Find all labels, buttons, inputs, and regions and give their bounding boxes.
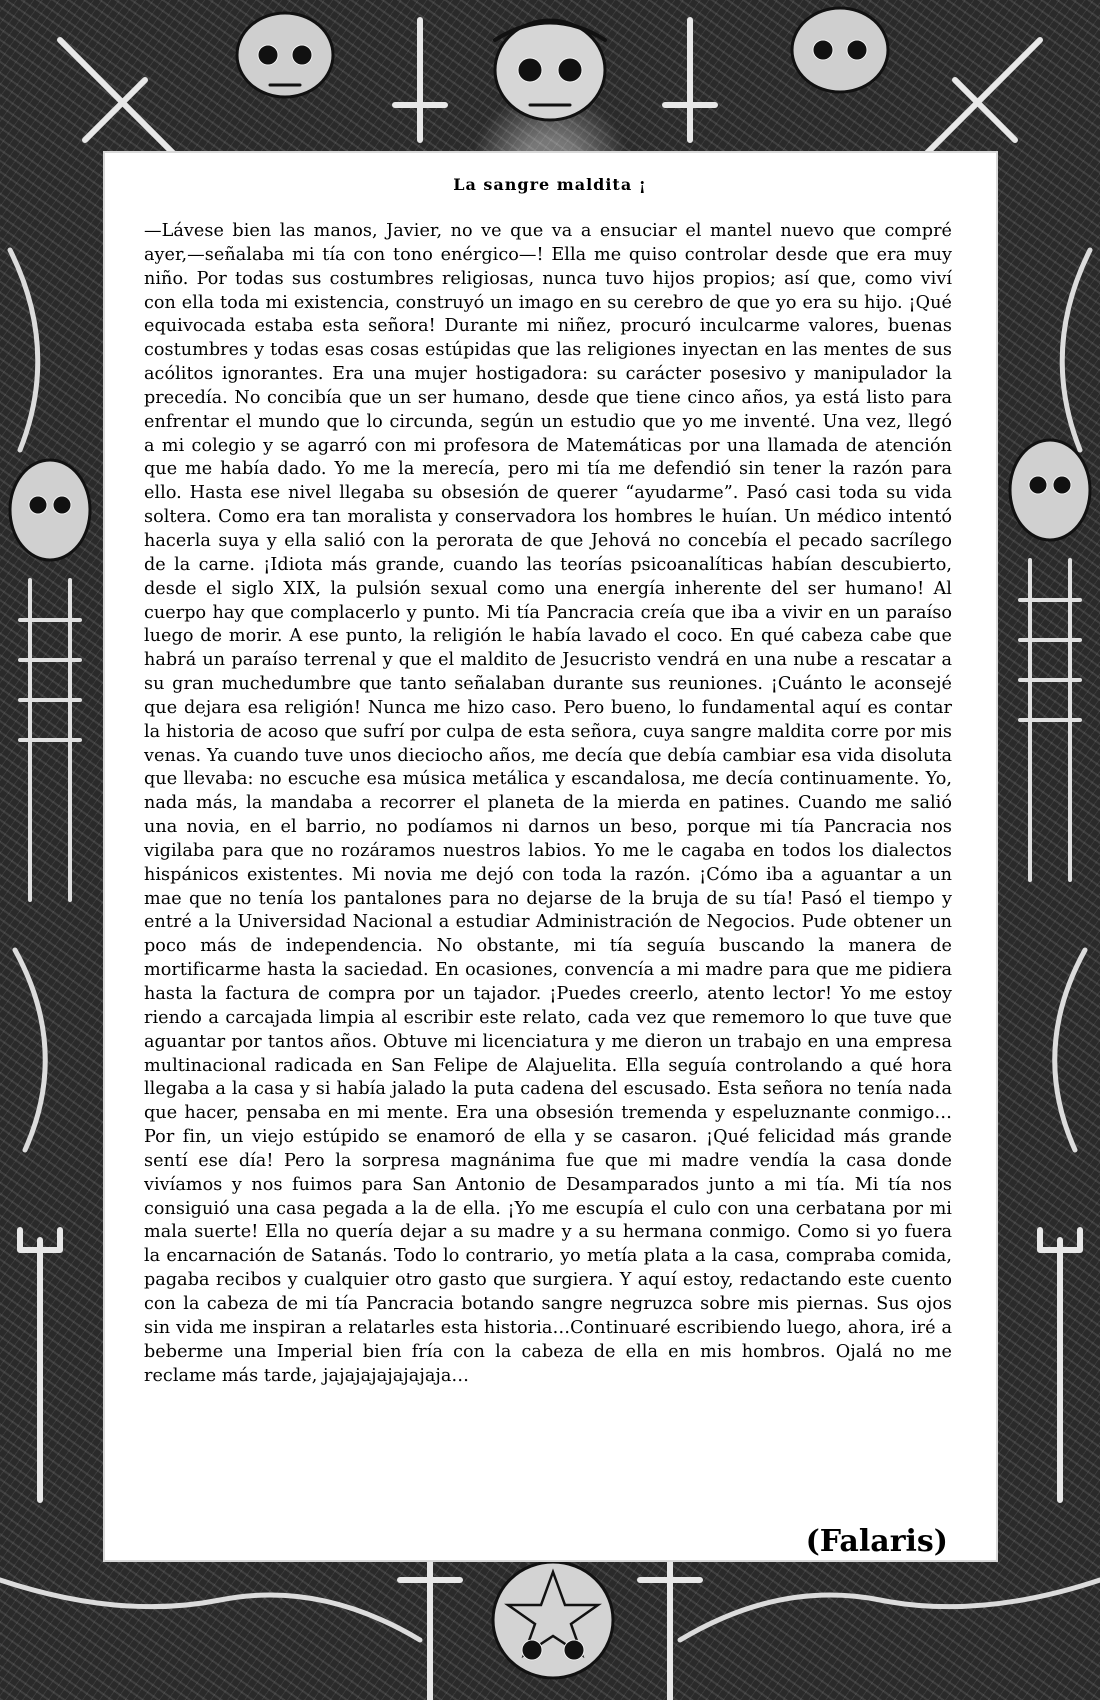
skeleton-icon: [1010, 440, 1090, 880]
pentagram-skull-icon: [493, 1562, 613, 1678]
story-title: La sangre maldita ¡: [453, 175, 647, 194]
skull-icon: [792, 8, 888, 92]
skull-icon: [237, 13, 333, 97]
skeleton-icon: [10, 460, 90, 900]
crown-of-thorns-skull-icon: [495, 20, 605, 120]
story-body: —Lávese bien las manos, Javier, no ve que va a ensuciar el mantel nuevo que compré ayer,—señalaba mi tía con tono enérgico—! Ella me quiso controlar desde que era muy niño. Por todas sus costumbres religiosas, nunca tuvo hijos propios; así que, como viví con ella toda mi existencia, construyó un imago en su cerebro de que yo era su hijo. ¡Qué equivocada estaba esta señora! Durante mi niñez, procuró inculcarme valores, buenas costumbres y todas esas cosas estúpidas que las religiones inyectan en las mentes de sus acólitos ignorantes. Era una mujer hostigadora: su carácter posesivo y manipulador la precedía. No concibía que un ser humano, desde que tiene cinco años, ya está listo para enfrentar el mundo que lo circunda, según un estudio que yo me inventé. Una vez, llegó a mi colegio y se agarró con mi profesora de Matemáticas por una llamada de atención que me había dado. Yo me la merecía, pero mi tía me defendió sin tener la razón para ello. Hasta ese nivel llegaba su obsesión de querer “ayudarme”. Pasó casi toda su vida soltera. Como era tan moralista y conservadora los hombres le huían. Un médico intentó hacerla suya y ella salió con la perorata de que Jehová no concebía el pecado sacrílego de la carne. ¡Idiota más grande, cuando las teorías psicoanalíticas habían descubierto, desde el siglo XIX, la pulsión sexual como una energía inherente del ser humano! Al cuerpo hay que complacerlo y punto. Mi tía Pancracia creía que iba a vivir en un paraíso luego de morir. A ese punto, la religión le había lavado el coco. En qué cabeza cabe que habrá un paraíso terrenal y que el maldito de Jesucristo vendrá en una nube a rescatar a su gran muchedumbre que tanto señalaban durante sus reuniones. ¡Cuánto le aconsejé que dejara esa religión! Nunca me hizo caso. Pero bueno, lo fundamental aquí es contar la historia de acoso que sufrí por culpa de esta señora, cuya sangre maldita corre por mis venas. Ya cuando tuve unos dieciocho años, me decía que debía cambiar esa vida disoluta que llevaba: no escuche esa música metálica y escandalosa, me decía continuamente. Yo, nada más, la mandaba a recorrer el planeta de la mierda en patines. Cuando me salió una novia, en el barrio, no podíamos ni darnos un beso, porque mi tía Pancracia nos vigilaba para que no rozáramos nuestros labios. Yo me le cagaba en todos los dialectos hispánicos existentes. Mi novia me dejó con toda la razón. ¡Cómo iba a aguantar a un mae que no tenía los pantalones para no dejarse de la bruja de su tía! Pasó el tiempo y entré a la Universidad Nacional a estudiar Administración de Negocios. Pude obtener un poco más de independencia. No obstante, mi tía seguía buscando la manera de mortificarme hasta la saciedad. En ocasiones, convencía a mi madre para que me pidiera hasta la factura de compra por un tajador. ¡Puedes creerlo, atento lector! Yo me estoy riendo a carcajada limpia al escribir este relato, cada vez que rememoro lo que tuve que aguantar por tantos años. Obtuve mi licenciatura y me dieron un trabajo en una empresa multinacional radicada en San Felipe de Alajuelita. Ella seguía controlando a qué hora llegaba a la casa y si había jalado la puta cadena del escusado. Esta señora no tenía nada que hacer, pensaba en mi mente. Era una obsesión tremenda y espeluznante conmigo… Por fin, un viejo estúpido se enamoró de ella y se casaron. ¡Qué felicidad más grande sentí ese día! Pero la sorpresa magnánima fue que mi madre vendía la casa donde vivíamos y nos fuimos para San Antonio de Desamparados junto a mi tía. Mi tía nos consiguió una casa pegada a la de ella. ¡Yo me escupía el culo con una cerbatana por mi mala suerte! Ella no quería dejar a su madre y a su hermana conmigo. Como si yo fuera la encarnación de Satanás. Todo lo contrario, yo metía plata a la casa, compraba comida, pagaba recibos y cualquier otro gasto que surgiera. Y aquí estoy, redactando este cuento con la cabeza de mi tía Pancracia botando sangre negruzca sobre mis piernas. Sus ojos sin vida me inspiran a relatarles esta historia…Continuaré escribiendo luego, ahora, iré a beberme una Imperial bien fría con la cabeza de ella en mis hombros. Ojalá no me reclame más tarde, jajajajajajajaja…: [144, 221, 952, 1386]
author-signature: (Falaris): [805, 1524, 948, 1559]
